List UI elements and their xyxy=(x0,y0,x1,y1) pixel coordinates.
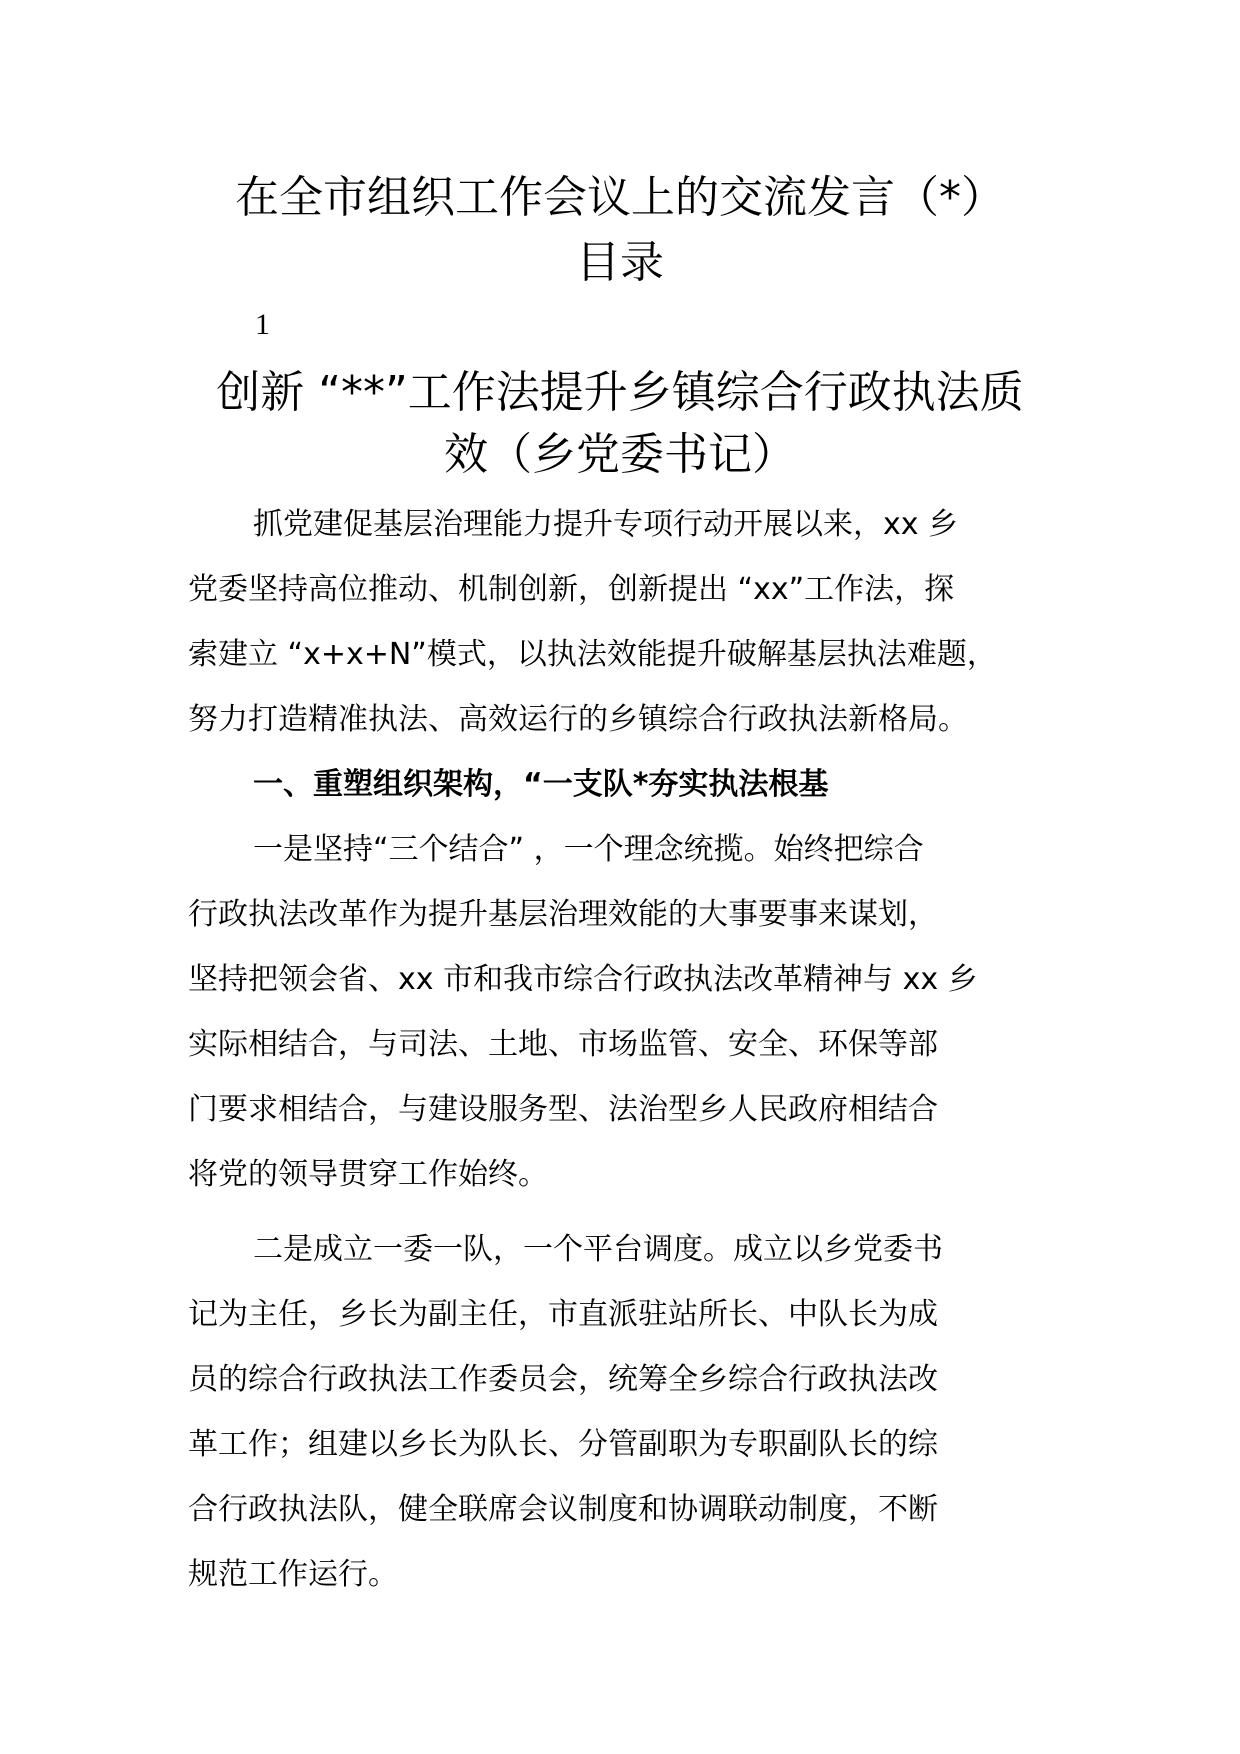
paragraph xyxy=(188,1217,1088,1607)
paragraph-line: 合行政执法队，健全联席会议制度和协调联动制度，不断 xyxy=(188,1492,938,1527)
section-heading-line-2: 效（乡党委书记） xyxy=(444,429,796,480)
paragraph-line: 党委坚持高位推动、机制创新，创新提出 “xx”工作法，探 xyxy=(188,572,955,607)
paragraph-line: 一是坚持“三个结合” ，一个理念统揽。始终把综合 xyxy=(253,832,924,867)
toc-number: 1 xyxy=(255,308,270,341)
document-title: 在全市组织工作会议上的交流发言（*） xyxy=(235,172,1005,223)
document-body xyxy=(188,492,1088,1607)
paragraph-line: 索建立 “x+x+N”模式，以执法效能提升破解基层执法难题， xyxy=(188,637,997,672)
paragraph-line: 记为主任，乡长为副主任，市直派驻站所长、中队长为成 xyxy=(188,1297,938,1332)
paragraph-line: 二是成立一委一队，一个平台调度。成立以乡党委书 xyxy=(253,1232,943,1267)
paragraph xyxy=(188,817,1088,1207)
section-heading-line-1: 创新 “**”工作法提升乡镇综合行政执法质 xyxy=(216,367,1024,418)
section-subheading xyxy=(188,752,1088,817)
paragraph-line: 革工作；组建以乡长为队长、分管副职为专职副队长的综 xyxy=(188,1427,938,1462)
paragraph-line: 员的综合行政执法工作委员会，统筹全乡综合行政执法改 xyxy=(188,1362,938,1397)
paragraph-line: 实际相结合，与司法、土地、市场监管、安全、环保等部 xyxy=(188,1027,938,1062)
paragraph-line: 努力打造精准执法、高效运行的乡镇综合行政执法新格局。 xyxy=(188,702,968,737)
paragraph-line: 行政执法改革作为提升基层治理效能的大事要事来谋划， xyxy=(188,897,938,932)
paragraph-line: 坚持把领会省、xx 市和我市综合行政执法改革精神与 xx 乡 xyxy=(188,962,978,997)
paragraph xyxy=(188,492,1088,752)
paragraph-line: 门要求相结合，与建设服务型、法治型乡人民政府相结合 xyxy=(188,1092,938,1127)
paragraph-line: 将党的领导贯穿工作始终。 xyxy=(188,1157,548,1192)
paragraph-line: 规范工作运行。 xyxy=(188,1557,398,1592)
paragraph-line: 一、重塑组织架构，“一支队*夯实执法根基 xyxy=(253,767,829,802)
toc-label: 目录 xyxy=(576,237,664,288)
paragraph-line: 抓党建促基层治理能力提升专项行动开展以来，xx 乡 xyxy=(253,507,959,542)
